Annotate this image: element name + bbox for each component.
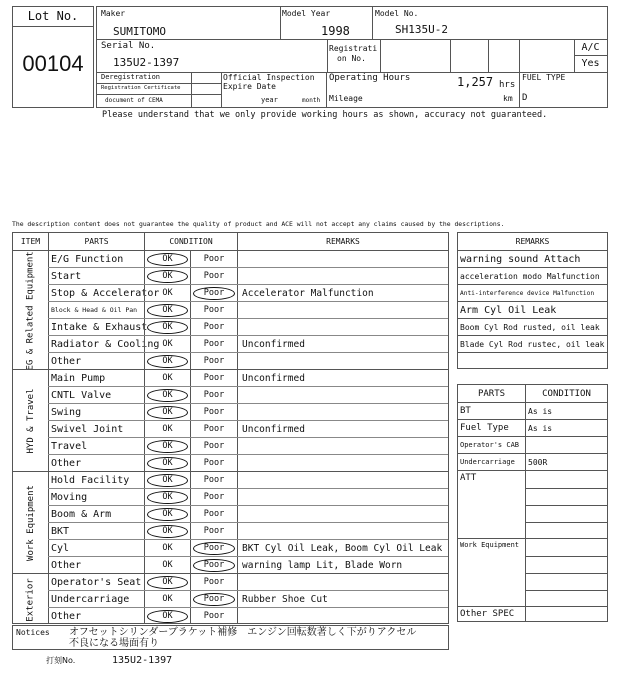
side-remark-row: Arm Cyl Oil Leak	[458, 301, 607, 318]
ok-option[interactable]: OK	[144, 353, 190, 369]
spec-part: Fuel Type	[460, 423, 509, 433]
spec-subrow-divider	[525, 522, 607, 523]
remark: warning lamp Lit, Blade Worn	[237, 557, 448, 573]
spec-subrow-divider	[525, 505, 607, 506]
selected-poor-oval	[193, 593, 235, 606]
table-row	[48, 522, 448, 539]
poor-option[interactable]: Poor	[190, 251, 237, 267]
remark: Unconfirmed	[237, 336, 448, 352]
poor-option[interactable]: Poor	[190, 285, 237, 301]
part-name: Other	[48, 353, 144, 369]
spec-condition: As is	[525, 420, 607, 436]
spec-block	[458, 538, 607, 606]
ac-value: Yes	[581, 58, 600, 69]
part-name: Other	[48, 557, 144, 573]
selected-ok-oval	[147, 525, 188, 538]
spec-condition-header: CONDITION	[525, 385, 607, 402]
selected-ok-oval	[147, 406, 188, 419]
maker-value: SUMITOMO	[113, 25, 166, 38]
ok-option[interactable]: OK	[144, 506, 190, 522]
serial-label: Serial No.	[101, 41, 156, 51]
table-row	[48, 590, 448, 607]
remark	[237, 489, 448, 505]
spec-subrow-divider	[525, 590, 607, 591]
poor-option[interactable]: Poor	[190, 574, 237, 590]
part-name: Operator's Seat	[48, 574, 144, 590]
spec-row	[458, 606, 607, 621]
registration-label-1: Registrati	[329, 44, 378, 53]
model-year-label: Model Year	[282, 9, 331, 18]
table-row	[48, 301, 448, 318]
serial-value: 135U2-1397	[113, 56, 180, 69]
other-spec-label: Other SPEC	[460, 609, 515, 619]
side-remarks-header: REMARKS	[515, 237, 550, 246]
poor-option[interactable]: Poor	[190, 353, 237, 369]
part-name: Other	[48, 608, 144, 624]
spec-part: Operator's CAB	[460, 441, 520, 449]
ok-option[interactable]: OK	[144, 421, 190, 437]
table-row	[48, 250, 448, 267]
lot-label: Lot No.	[27, 9, 79, 23]
side-remark-row: Boom Cyl Rod rusted, oil leak	[458, 318, 607, 335]
part-name: Radiator & Cooling	[48, 336, 144, 352]
fuel-type-label: FUEL TYPE	[522, 73, 566, 82]
part-name: Boom & Arm	[48, 506, 144, 522]
att-label: ATT	[460, 473, 477, 483]
stamp-value: 135U2-1397	[112, 655, 173, 666]
side-remark-row: Blade Cyl Rod rustec, oil leak	[458, 335, 607, 352]
part-name: Swivel Joint	[48, 421, 144, 437]
remark	[237, 608, 448, 624]
part-name: Stop & Accelerator	[48, 285, 144, 301]
table-row	[48, 488, 448, 505]
remark	[237, 251, 448, 267]
spec-condition	[525, 437, 607, 453]
ok-option[interactable]: OK	[144, 387, 190, 403]
table-row	[48, 607, 448, 624]
item-group-label: Exterior	[25, 577, 36, 622]
notices-line-2: 不良になる場面有り	[69, 638, 159, 649]
selected-poor-oval	[193, 542, 235, 555]
table-row	[48, 352, 448, 369]
table-row	[48, 505, 448, 522]
model-no-value: SH135U-2	[395, 23, 448, 36]
poor-option[interactable]: Poor	[190, 438, 237, 454]
ok-option[interactable]: OK	[144, 455, 190, 471]
spec-condition: 500R	[525, 454, 607, 470]
spec-row	[458, 419, 607, 436]
ok-option[interactable]: OK	[144, 370, 190, 386]
table-row	[48, 267, 448, 284]
hrs-unit: hrs	[499, 80, 516, 90]
side-remark-row: Anti-interference device Malfunction	[458, 284, 607, 301]
remarks-header: REMARKS	[237, 233, 448, 250]
part-name: Moving	[48, 489, 144, 505]
selected-ok-oval	[147, 355, 188, 368]
remark: Rubber Shoe Cut	[237, 591, 448, 607]
hours-disclaimer: Please understand that we only provide working hours as shown, accuracy not guaranteed.	[102, 110, 548, 120]
ok-option[interactable]: OK	[144, 404, 190, 420]
spec-parts-header: PARTS	[477, 388, 506, 399]
mileage-label: Mileage	[329, 94, 363, 103]
item-group-label: EG & Related Equipment	[25, 250, 36, 370]
notices-box	[12, 625, 449, 650]
table-row	[48, 454, 448, 471]
notices-label: Notices	[16, 628, 50, 637]
fuel-type-value: D	[522, 93, 528, 103]
operating-hours-value: 1,257	[457, 75, 494, 89]
part-name: Main Pump	[48, 370, 144, 386]
spec-block	[458, 470, 607, 538]
selected-ok-oval	[147, 321, 188, 334]
side-remark-row: warning sound Attach	[458, 250, 607, 267]
ok-option[interactable]: OK	[144, 472, 190, 488]
km-unit: km	[503, 94, 513, 103]
spec-subrow-divider	[525, 573, 607, 574]
notices-line-1: オフセットシリンダーブラケット補修 エンジン回転数著しく下がりアクセル	[69, 627, 417, 638]
table-row	[48, 573, 448, 590]
cema-document-label: document of CEMA	[105, 97, 163, 104]
ok-option[interactable]: OK	[144, 251, 190, 267]
operating-hours-label: Operating Hours	[329, 73, 411, 83]
poor-option[interactable]: Poor	[190, 404, 237, 420]
table-row	[48, 335, 448, 352]
part-name: BKT	[48, 523, 144, 539]
poor-option[interactable]: Poor	[190, 489, 237, 505]
remark: Accelerator Malfunction	[237, 285, 448, 301]
month-label: month	[302, 97, 321, 104]
remark: BKT Cyl Oil Leak, Boom Cyl Oil Leak	[237, 540, 448, 556]
remark	[237, 472, 448, 488]
registration-certificate-label: Registration Certificate	[101, 85, 181, 91]
poor-option[interactable]: Poor	[190, 302, 237, 318]
ok-option[interactable]: OK	[144, 336, 190, 352]
remark	[237, 302, 448, 318]
part-name: CNTL Valve	[48, 387, 144, 403]
description-disclaimer: The description content does not guarantee the quality of product and ACE will not accept any claims caused by the descriptions.	[12, 220, 505, 228]
selected-ok-oval	[147, 253, 188, 266]
poor-option[interactable]: Poor	[190, 421, 237, 437]
part-name: Block & Head & Oil Pan	[48, 302, 144, 318]
selected-ok-oval	[147, 576, 188, 589]
remark: Unconfirmed	[237, 421, 448, 437]
selected-ok-oval	[147, 457, 188, 470]
spec-part: BT	[460, 406, 471, 416]
parts-header: PARTS	[48, 233, 144, 250]
remark	[237, 268, 448, 284]
ok-option[interactable]: OK	[144, 523, 190, 539]
table-row	[48, 284, 448, 301]
spec-row	[458, 436, 607, 453]
part-name: Hold Facility	[48, 472, 144, 488]
table-row	[48, 539, 448, 556]
remark	[237, 387, 448, 403]
condition-header: CONDITION	[144, 233, 237, 250]
part-name: Cyl	[48, 540, 144, 556]
part-name: Other	[48, 455, 144, 471]
remark	[237, 574, 448, 590]
lot-number: 00104	[22, 51, 84, 76]
table-row	[48, 403, 448, 420]
item-group	[13, 369, 48, 471]
table-row	[48, 369, 448, 386]
remark	[237, 319, 448, 335]
item-header: ITEM	[20, 237, 41, 246]
part-name: Undercarriage	[48, 591, 144, 607]
spec-condition: As is	[525, 403, 607, 419]
remark: Unconfirmed	[237, 370, 448, 386]
poor-option[interactable]: Poor	[190, 319, 237, 335]
side-remarks-table	[457, 232, 608, 369]
year-label: year	[261, 96, 278, 104]
table-row	[48, 386, 448, 403]
ok-option[interactable]: OK	[144, 540, 190, 556]
selected-ok-oval	[147, 389, 188, 402]
selected-ok-oval	[147, 491, 188, 504]
item-group	[13, 250, 48, 369]
item-group-label: Work Equipment	[25, 485, 36, 561]
ok-option[interactable]: OK	[144, 438, 190, 454]
spec-subrow-divider	[525, 488, 607, 489]
stamp-label: 打刻No.	[46, 656, 76, 665]
model-year-value: 1998	[321, 24, 350, 38]
spec-table	[457, 384, 608, 622]
poor-option[interactable]: Poor	[190, 557, 237, 573]
ok-option[interactable]: OK	[144, 608, 190, 624]
work-equipment-label: Work Equipment	[460, 541, 520, 549]
ok-option[interactable]: OK	[144, 557, 190, 573]
ac-label: A/C	[581, 42, 600, 53]
table-row	[48, 437, 448, 454]
remark	[237, 353, 448, 369]
condition-table	[12, 232, 449, 624]
spec-subrow-divider	[525, 556, 607, 557]
lot-box	[12, 6, 94, 108]
poor-option[interactable]: Poor	[190, 455, 237, 471]
deregistration-label: Deregistration	[101, 73, 161, 81]
selected-ok-oval	[147, 610, 188, 623]
item-group	[13, 573, 48, 624]
selected-ok-oval	[147, 508, 188, 521]
poor-option[interactable]: Poor	[190, 506, 237, 522]
side-remark-row: acceleration modo Malfunction	[458, 267, 607, 284]
remark	[237, 523, 448, 539]
table-row	[48, 471, 448, 488]
registration-label-2: on No.	[337, 54, 366, 63]
ok-option[interactable]: OK	[144, 285, 190, 301]
side-remark-row	[458, 352, 607, 369]
spec-row	[458, 402, 607, 419]
ok-option[interactable]: OK	[144, 574, 190, 590]
selected-ok-oval	[147, 270, 188, 283]
selected-ok-oval	[147, 474, 188, 487]
poor-option[interactable]: Poor	[190, 472, 237, 488]
vehicle-info-box	[96, 6, 608, 108]
remark	[237, 438, 448, 454]
remark	[237, 506, 448, 522]
ok-option[interactable]: OK	[144, 591, 190, 607]
part-name: Swing	[48, 404, 144, 420]
poor-option[interactable]: Poor	[190, 591, 237, 607]
other-spec-value	[525, 607, 607, 621]
item-group	[13, 471, 48, 573]
part-name: Travel	[48, 438, 144, 454]
poor-option[interactable]: Poor	[190, 540, 237, 556]
part-name: Intake & Exhaust	[48, 319, 144, 335]
ok-option[interactable]: OK	[144, 302, 190, 318]
spec-part: Undercarriage	[460, 458, 515, 466]
model-no-label: Model No.	[375, 9, 419, 18]
item-group-label: HYD & Travel	[25, 388, 36, 454]
remark	[237, 404, 448, 420]
poor-option[interactable]: Poor	[190, 336, 237, 352]
inspection-label-1: Official Inspection	[223, 73, 315, 82]
ok-option[interactable]: OK	[144, 319, 190, 335]
poor-option[interactable]: Poor	[190, 268, 237, 284]
table-row	[48, 318, 448, 335]
ok-option[interactable]: OK	[144, 268, 190, 284]
ok-option[interactable]: OK	[144, 489, 190, 505]
selected-ok-oval	[147, 304, 188, 317]
part-name: Start	[48, 268, 144, 284]
poor-option[interactable]: Poor	[190, 608, 237, 624]
part-name: E/G Function	[48, 251, 144, 267]
table-row	[48, 556, 448, 573]
selected-poor-oval	[193, 559, 235, 572]
remark	[237, 455, 448, 471]
poor-option[interactable]: Poor	[190, 370, 237, 386]
maker-label: Maker	[101, 9, 126, 18]
spec-row	[458, 453, 607, 470]
table-row	[48, 420, 448, 437]
selected-poor-oval	[193, 287, 235, 300]
poor-option[interactable]: Poor	[190, 523, 237, 539]
inspection-label-2: Expire Date	[223, 82, 276, 91]
selected-ok-oval	[147, 440, 188, 453]
poor-option[interactable]: Poor	[190, 387, 237, 403]
